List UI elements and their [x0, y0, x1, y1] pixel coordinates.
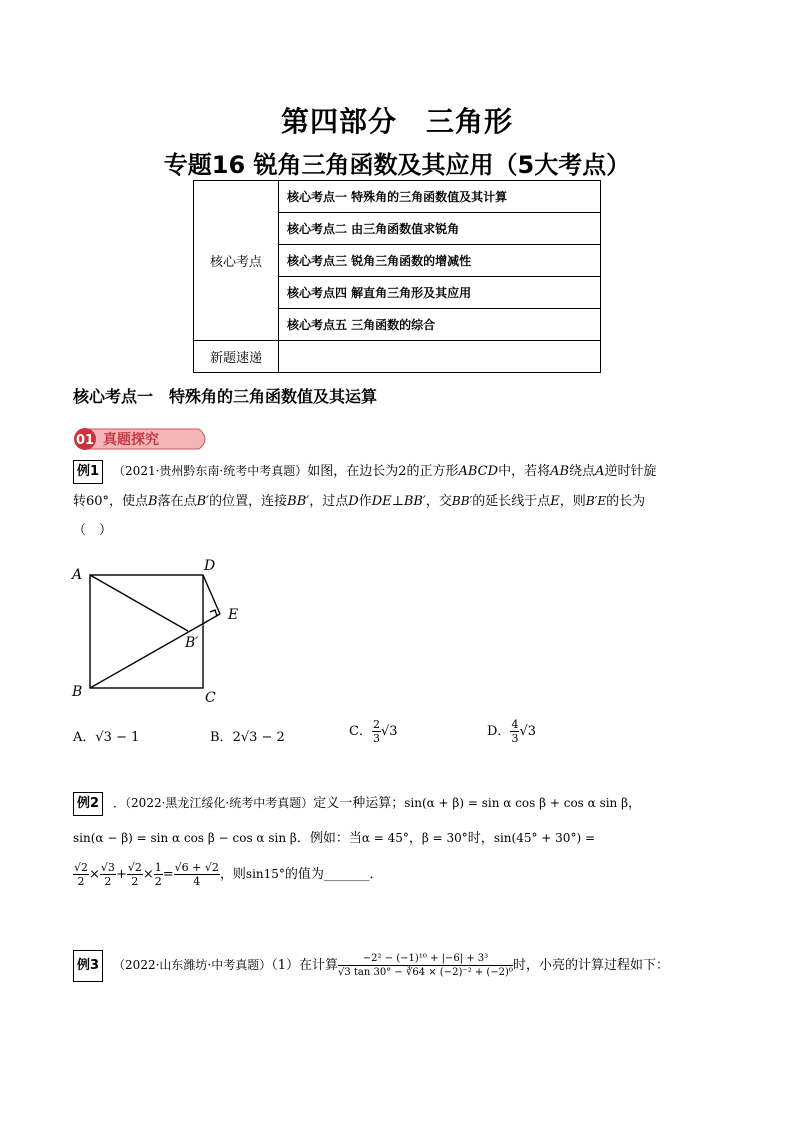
ex2-label: 例2 — [73, 792, 103, 816]
ex1-bbp2: BB′ — [451, 494, 473, 508]
ex3-denominator: √3 tan 30° − ∛64 × (−2)⁻² + (−2)⁰ — [338, 967, 513, 978]
ex2-text: ． — [369, 867, 383, 882]
ex2-alpha: α = 45° — [361, 831, 409, 845]
choice-den: 3 — [372, 732, 380, 745]
ex2-text: 定义一种运算； — [313, 796, 405, 811]
ex1-text: ，交 — [425, 494, 452, 509]
choice-rad: √3 — [380, 724, 398, 739]
ex3-text: （1）在计算 — [271, 958, 338, 973]
label-d: D — [204, 558, 216, 574]
frac-den: 2 — [77, 875, 85, 888]
ex1-text: 的长为 — [606, 494, 646, 509]
ex1-text: 中，若将 — [498, 464, 551, 479]
segment-de — [203, 575, 220, 614]
frac-den: 2 — [154, 875, 162, 888]
ex3-source: （2022·山东潍坊·中考真题） — [113, 958, 272, 972]
ex1-ab: AB — [550, 464, 570, 479]
choice-expr: √3 − 1 — [95, 730, 140, 745]
ex2-target: sin15° — [245, 867, 285, 881]
new-questions-label: 新题速递 — [194, 341, 279, 373]
ex2-text: ， — [628, 796, 642, 811]
ex1-e: E — [550, 494, 560, 509]
ex1-text: 的延长线于点 — [472, 494, 551, 509]
frac-num: √3 — [100, 861, 115, 874]
ex1-source: （2021·贵州黔东南·统考中考真题） — [113, 464, 308, 478]
choice-expr: 2√3 − 2 — [232, 730, 285, 745]
ex1-line2 — [73, 490, 645, 513]
label-c: C — [205, 690, 216, 706]
label-a: A — [72, 567, 83, 583]
segment-ab-prime — [90, 575, 188, 631]
ex1-text: ，则 — [559, 494, 586, 509]
banner-number: 01 — [75, 433, 95, 448]
new-questions-cell — [279, 341, 601, 373]
right-angle-mark — [210, 610, 217, 616]
frac-num: 1 — [154, 861, 162, 874]
core-point-5[interactable]: 核心考点五 三角函数的综合 — [279, 309, 601, 341]
section-banner — [73, 425, 213, 453]
choice-c[interactable] — [349, 718, 398, 745]
choice-letter: C． — [349, 724, 372, 739]
ex1-text: 如图，在边长为2的正方形 — [307, 464, 459, 479]
ex3-label: 例3 — [73, 950, 103, 982]
ex1-text: 作 — [358, 494, 372, 509]
label-e: E — [228, 607, 239, 623]
section-heading: 核心考点一 特殊角的三角函数值及其运算 — [73, 387, 378, 406]
ex1-line1 — [73, 460, 656, 484]
choice-b[interactable] — [210, 726, 285, 745]
ex2-formula-sum: sin(α + β) = sin α cos β + cos α sin β — [404, 796, 629, 810]
banner-text: 真题探究 — [103, 432, 159, 448]
frac-num: √2 — [74, 861, 89, 874]
ex1-label: 例1 — [73, 460, 103, 484]
choice-d[interactable] — [487, 718, 536, 745]
core-point-4[interactable]: 核心考点四 解直角三角形及其应用 — [279, 277, 601, 309]
ex3-text: 时，小亮的计算过程如下： — [512, 958, 669, 973]
ex2-text: ，则 — [219, 867, 246, 882]
core-point-3[interactable]: 核心考点三 锐角三角函数的增减性 — [279, 245, 601, 277]
topic-title: 专题16 锐角三角函数及其应用（5大考点） — [163, 151, 631, 179]
choice-num: 4 — [511, 718, 519, 731]
frac-den: 2 — [131, 875, 139, 888]
frac-den: 4 — [193, 875, 201, 888]
ex1-bbp: BB′ — [287, 494, 310, 509]
ex1-bpe: B′E — [585, 494, 607, 508]
choice-letter: D． — [487, 724, 511, 739]
label-b: B — [72, 684, 83, 700]
choice-rad: √3 — [519, 724, 536, 739]
ex2-text: 时， — [467, 831, 494, 846]
frac-den: 2 — [104, 875, 112, 888]
ex1-figure — [60, 552, 260, 708]
choice-a[interactable] — [73, 726, 139, 745]
square-abcd — [90, 575, 203, 688]
ex1-d: D — [348, 494, 359, 509]
choice-num: 2 — [372, 718, 380, 731]
frac-num: √6 + √2 — [174, 861, 219, 874]
core-points-table — [193, 180, 601, 373]
core-point-1[interactable]: 核心考点一 特殊角的三角函数值及其计算 — [279, 181, 601, 213]
ex2-example: sin(45° + 30°) = — [493, 831, 595, 845]
ex1-choices — [73, 718, 593, 750]
ex1-b: B — [148, 494, 158, 509]
ex3-line1 — [73, 950, 669, 982]
core-point-2[interactable]: 核心考点二 由三角函数值求锐角 — [279, 213, 601, 245]
answer-blank[interactable]: _______ — [323, 867, 370, 882]
ex2-beta: β = 30° — [421, 831, 468, 845]
choice-letter: B． — [210, 730, 233, 745]
ex1-text: 落在点 — [157, 494, 197, 509]
ex2-text: 的值为 — [284, 867, 324, 882]
ex1-abcd: ABCD — [458, 464, 499, 479]
ex1-text: 转60°，使点 — [73, 494, 149, 509]
frac-num: √2 — [127, 861, 142, 874]
ex1-a: A — [595, 464, 605, 479]
ex1-paren: （ ） — [73, 523, 113, 538]
ex1-text: 的位置，连接 — [209, 494, 288, 509]
ex2-line1 — [73, 792, 641, 816]
segment-be — [90, 614, 220, 688]
ex1-de: DE⊥BB′ — [371, 494, 426, 509]
ex2-line3: $\frac{√2}{2}$ × $\frac{√3}{2}$ + $\frac{√2}{2}$ × $\frac{1}{2}$ = $\frac{√6 + √2}{4}$ ，则sin15°的值为_______． — [74, 861, 383, 888]
ex1-bp: B′ — [196, 494, 210, 509]
ex2-source: ．（2022·黑龙江绥化·统考中考真题） — [113, 796, 314, 810]
choice-den: 3 — [511, 732, 519, 745]
ex1-text: 逆时针旋 — [604, 464, 657, 479]
label-b-prime: B′ — [185, 635, 199, 651]
ex1-text: 绕点 — [569, 464, 596, 479]
ex2-formula-diff: sin(α − β) = sin α cos β − cos α sin β — [73, 831, 297, 845]
ex3-numerator: −2² − (−1)¹⁰ + |−6| + 3³ — [338, 952, 513, 966]
ex2-text: ．例如：当 — [296, 831, 362, 846]
part-title: 第四部分 三角形 — [280, 105, 513, 138]
ex2-text: ， — [408, 831, 422, 846]
choice-letter: A． — [73, 730, 96, 745]
ex2-line2 — [73, 827, 595, 850]
core-points-label: 核心考点 — [194, 181, 279, 341]
ex1-text: ，过点 — [309, 494, 349, 509]
